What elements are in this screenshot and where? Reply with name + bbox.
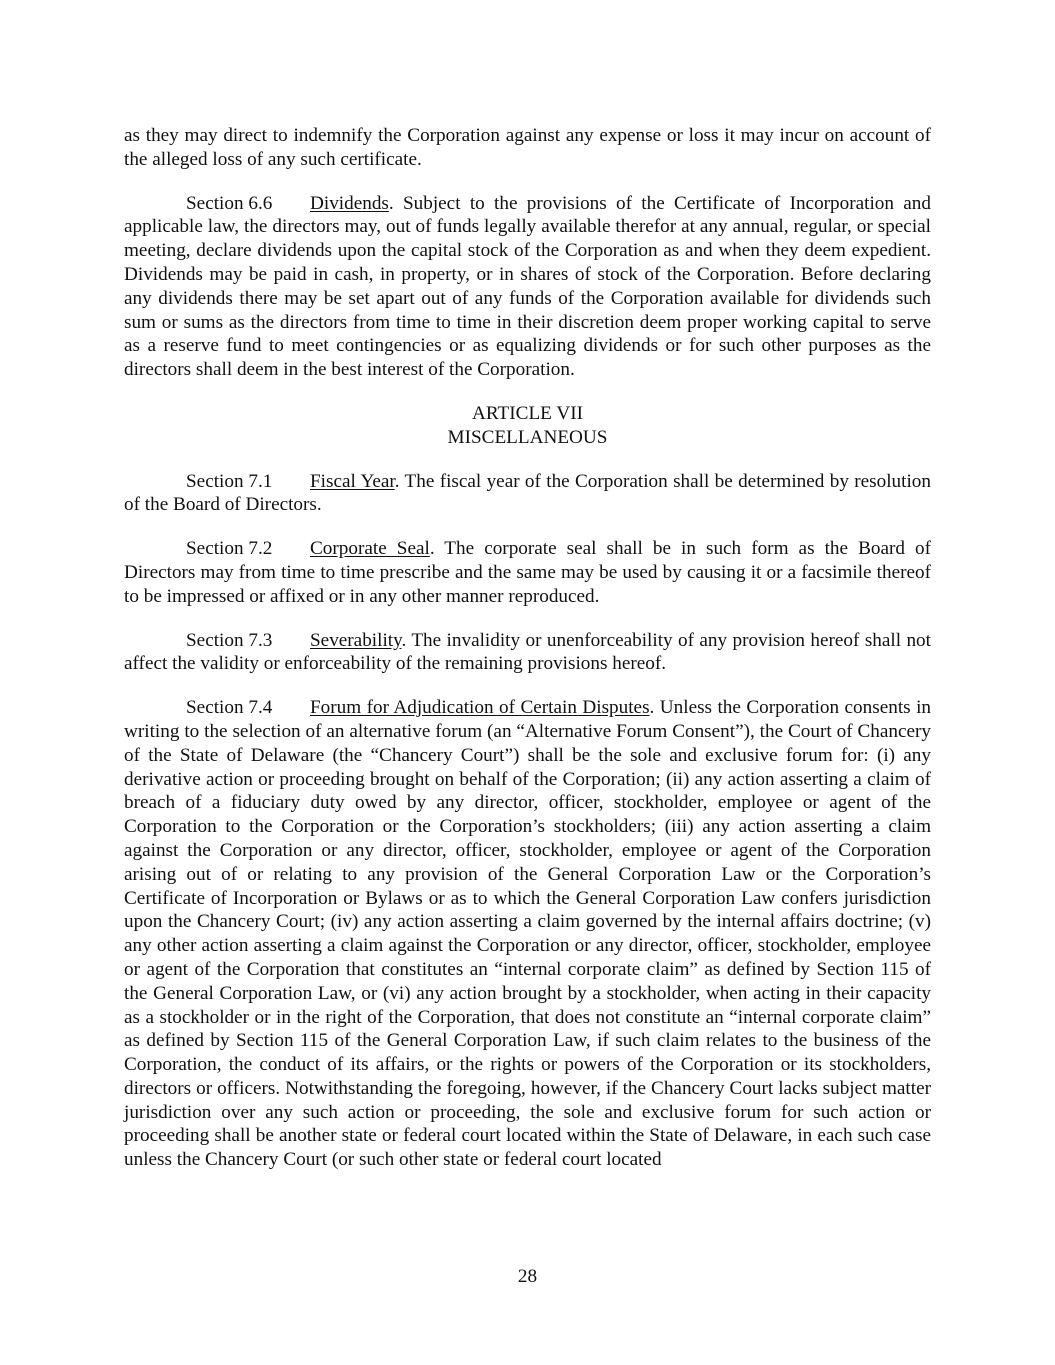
article-heading	[124, 402, 931, 450]
section-title: Corporate Seal	[310, 538, 430, 560]
section-title: Dividends	[310, 192, 389, 214]
section-title: Forum for Adjudication of Certain Disputes	[310, 697, 650, 719]
section-number: Section 6.6	[186, 192, 273, 214]
section-7-1-paragraph	[124, 470, 931, 518]
section-number: Section 7.4	[186, 697, 273, 719]
section-7-4-paragraph	[124, 696, 931, 1172]
section-7-3-paragraph	[124, 629, 931, 677]
section-body: . The invalidity or unenforceability of any provision hereof shall not affect the validity or enforceability of the remaining provisions hereof.	[124, 629, 931, 675]
section-body: . The fiscal year of the Corporation shall be determined by resolution of the Board of Directors.	[124, 470, 931, 516]
section-body: . Unless the Corporation consents in writing to the selection of an alternative forum (an “Alternative Forum Consent”), the Court of Chancery of the State of Delaware (the “Chancery Court”) shall be the sole and exclusive forum for: (i) any derivative action or proceeding brought on behalf of the Corporation; (ii) any action asserting a claim of breach of a fiduciary duty owed by any director, officer, stockholder, employee or agent of the Corporation to the Corporation or the Corporation’s stockholders; (iii) any action asserting a claim against the Corporation or any director, officer, stockholder, employee or agent of the Corporation arising out of or relating to any provision of the General Corporation Law or the Corporation’s Certificate of Incorporation or Bylaws or as to which the General Corporation Law confers jurisdiction upon the Chancery Court; (iv) any action asserting a claim governed by the internal affairs doctrine; (v) any other action asserting a claim against the Corporation or any director, officer, stockholder, employee or agent of the Corporation that constitutes an “internal corporate claim” as defined by Section 115 of the General Corporation Law, or (vi) any action brought by a stockholder, when acting in their capacity as a stockholder or in the right of the Corporation, that does not constitute an “internal corporate claim” as defined by Section 115 of the General Corporation Law, if such claim relates to the business of the Corporation, the conduct of its affairs, or the rights or powers of the Corporation or its stockholders, directors or officers. Notwithstanding the foregoing, however, if the Chancery Court lacks subject matter jurisdiction over any such action or proceeding, the sole and exclusive forum for such action or proceeding shall be another state or federal court located within the State of Delaware, in each such case unless the Chancery Court (or such other state or federal court located	[124, 697, 931, 1171]
section-title: Severability	[310, 629, 402, 651]
section-title: Fiscal Year	[310, 470, 395, 492]
article-title: MISCELLANEOUS	[447, 426, 608, 448]
document-page	[124, 124, 931, 1192]
section-number: Section 7.2	[186, 538, 273, 560]
section-6-6-paragraph	[124, 192, 931, 382]
section-7-2-paragraph	[124, 537, 931, 608]
section-body: . Subject to the provisions of the Certificate of Incorporation and applicable law, the directors may, out of funds legally available therefor at any annual, regular, or special meeting, declare dividends upon the capital stock of the Corporation as and when they deem expedient. Dividends may be paid in cash, in property, or in shares of stock of the Corporation. Before declaring any dividends there may be set apart out of any funds of the Corporation available for dividends such sum or sums as the directors from time to time in their discretion deem proper working capital to serve as a reserve fund to meet contingencies or as equalizing dividends or for such other purposes as the directors shall deem in the best interest of the Corporation.	[124, 192, 931, 381]
continuation-paragraph: as they may direct to indemnify the Corporation against any expense or loss it may incur on account of the alleged loss of any such certificate.	[124, 125, 931, 170]
section-body: . The corporate seal shall be in such form as the Board of Directors may from time to time prescribe and the same may be used by causing it or a facsimile thereof to be impressed or affixed or in any other manner reproduced.	[124, 538, 931, 607]
section-number: Section 7.3	[186, 629, 273, 651]
article-number: ARTICLE VII	[472, 402, 583, 424]
page-number: 28	[517, 1266, 538, 1287]
section-number: Section 7.1	[186, 470, 273, 492]
